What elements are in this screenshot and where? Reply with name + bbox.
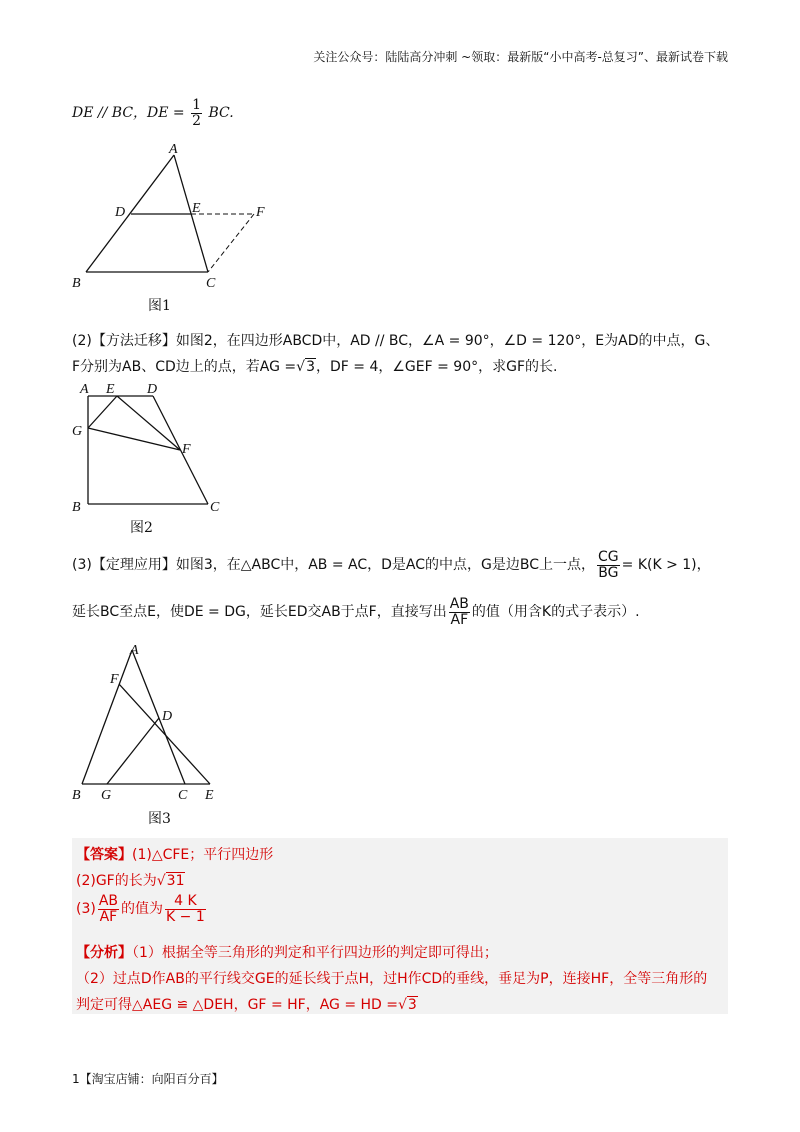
label-b: B (72, 500, 81, 515)
label-e: E (192, 201, 201, 216)
figure-3-diagram (70, 640, 230, 805)
segment-fe (119, 684, 210, 784)
label-e: E (106, 382, 115, 397)
sqrt-radicand: 3 (407, 997, 417, 1013)
intro-text-a: DE // BC，DE = (72, 105, 185, 122)
figure-2-diagram (70, 378, 230, 518)
q3-fraction-cg-bg (597, 550, 620, 580)
sqrt-symbol: √3 (296, 359, 315, 375)
fraction-denominator: AF (450, 611, 469, 628)
q2-line-2-a: F分别为AB、CD边上的点，若AG = (72, 359, 297, 375)
segment-gd (107, 718, 159, 784)
sqrt-radicand: 31 (166, 873, 185, 889)
fraction-numerator: 4 K (165, 894, 206, 910)
label-d: D (162, 709, 173, 724)
analysis-line-2: （2）过点D作AB的平行线交GE的延长线于点H，过H作CD的垂线，垂足为P，连接HF，全等三角形的 (76, 971, 708, 987)
q2-line-2 (72, 356, 557, 376)
sqrt-symbol: √31 (156, 873, 185, 889)
fraction-numerator: CG (598, 549, 619, 565)
intro-fraction (191, 98, 202, 128)
analysis-line-3 (76, 994, 418, 1014)
q3-line-1-b: = K(K > 1)， (621, 557, 711, 574)
segment-dc (153, 396, 208, 504)
label-b: B (72, 276, 81, 290)
label-c: C (210, 500, 220, 515)
fraction-numerator: AB (449, 596, 469, 612)
fraction-denominator: 2 (192, 112, 202, 129)
analysis-line-1 (76, 942, 498, 962)
analysis-part-1: （1）根据全等三角形的判定和平行四边形的判定即可得出； (132, 945, 498, 961)
analysis-tag: 【分析】 (76, 945, 132, 961)
figure-3-caption: 图3 (148, 811, 171, 827)
label-c: C (206, 276, 216, 290)
fraction-denominator: K − 1 (166, 908, 205, 925)
figure-1-diagram (70, 140, 280, 290)
label-b: B (72, 788, 81, 803)
label-f: F (110, 672, 119, 687)
answer-part-1: (1)△CFE；平行四边形 (132, 847, 274, 863)
intro-text-b: BC. (208, 105, 234, 122)
q2-line-2-b: ，DF = 4，∠GEF = 90°，求GF的长. (316, 359, 558, 375)
fraction-numerator: AB (98, 893, 119, 909)
answer-line-2 (76, 870, 185, 890)
fraction-denominator: AF (99, 908, 118, 925)
analysis-part-3-a: 判定可得△AEG ≌ △DEH，GF = HF，AG = HD = (76, 997, 398, 1013)
fraction-denominator: BG (598, 564, 619, 581)
label-a: A (169, 142, 178, 157)
label-a: A (130, 643, 139, 658)
figure-1-caption: 图1 (148, 298, 171, 314)
fraction-numerator: 1 (192, 97, 202, 113)
label-d: D (115, 205, 126, 220)
label-g: G (72, 424, 83, 439)
q3-line-2-b: 的值（用含K的式子表示）. (471, 604, 640, 621)
page-footer: 1【淘宝店铺：向阳百分百】 (72, 1072, 224, 1086)
q3-line-2 (72, 597, 640, 627)
q3-line-1 (72, 550, 711, 580)
q3-fraction-ab-af (449, 597, 470, 627)
sqrt-symbol: √3 (398, 997, 417, 1013)
q2-line-1: (2)【方法迁移】如图2，在四边形ABCD中，AD // BC，∠A = 90°，∠D = 120°，E为AD的中点，G、 (72, 333, 720, 349)
label-c: C (178, 788, 188, 803)
answer-part-3-mid: 的值为 (121, 901, 164, 918)
sqrt-radicand: 3 (306, 359, 315, 375)
q3-line-2-a: 延长BC至点E，使DE = DG，延长ED交AB于点F，直接写出 (72, 604, 447, 621)
q3-line-1-a: (3)【定理应用】如图3，在△ABC中，AB = AC，D是AC的中点，G是边BC上一点， (72, 557, 596, 574)
label-f: F (256, 205, 265, 220)
label-g: G (101, 788, 112, 803)
answer-part-3-prefix: (3) (76, 901, 96, 918)
segment-ge (88, 396, 117, 428)
answer-fraction-value (165, 894, 206, 924)
answer-tag: 【答案】 (76, 847, 132, 863)
label-a: A (80, 382, 89, 397)
segment-fc-dashed (208, 214, 254, 272)
label-f: F (182, 442, 191, 457)
figure-2-caption: 图2 (130, 520, 153, 536)
answer-part-2-prefix: (2)GF的长为 (76, 873, 157, 889)
answer-fraction-ab-af (98, 894, 119, 924)
intro-line (72, 98, 234, 128)
answer-line-3 (76, 894, 208, 924)
label-d: D (147, 382, 158, 397)
segment-ac (132, 650, 185, 784)
answer-line-1 (76, 844, 273, 864)
page-header: 关注公众号：陆陆高分冲刺 ~领取：最新版“小中高考-总复习”、最新试卷下载 (313, 50, 728, 64)
label-e: E (205, 788, 214, 803)
segment-ab (82, 650, 132, 784)
